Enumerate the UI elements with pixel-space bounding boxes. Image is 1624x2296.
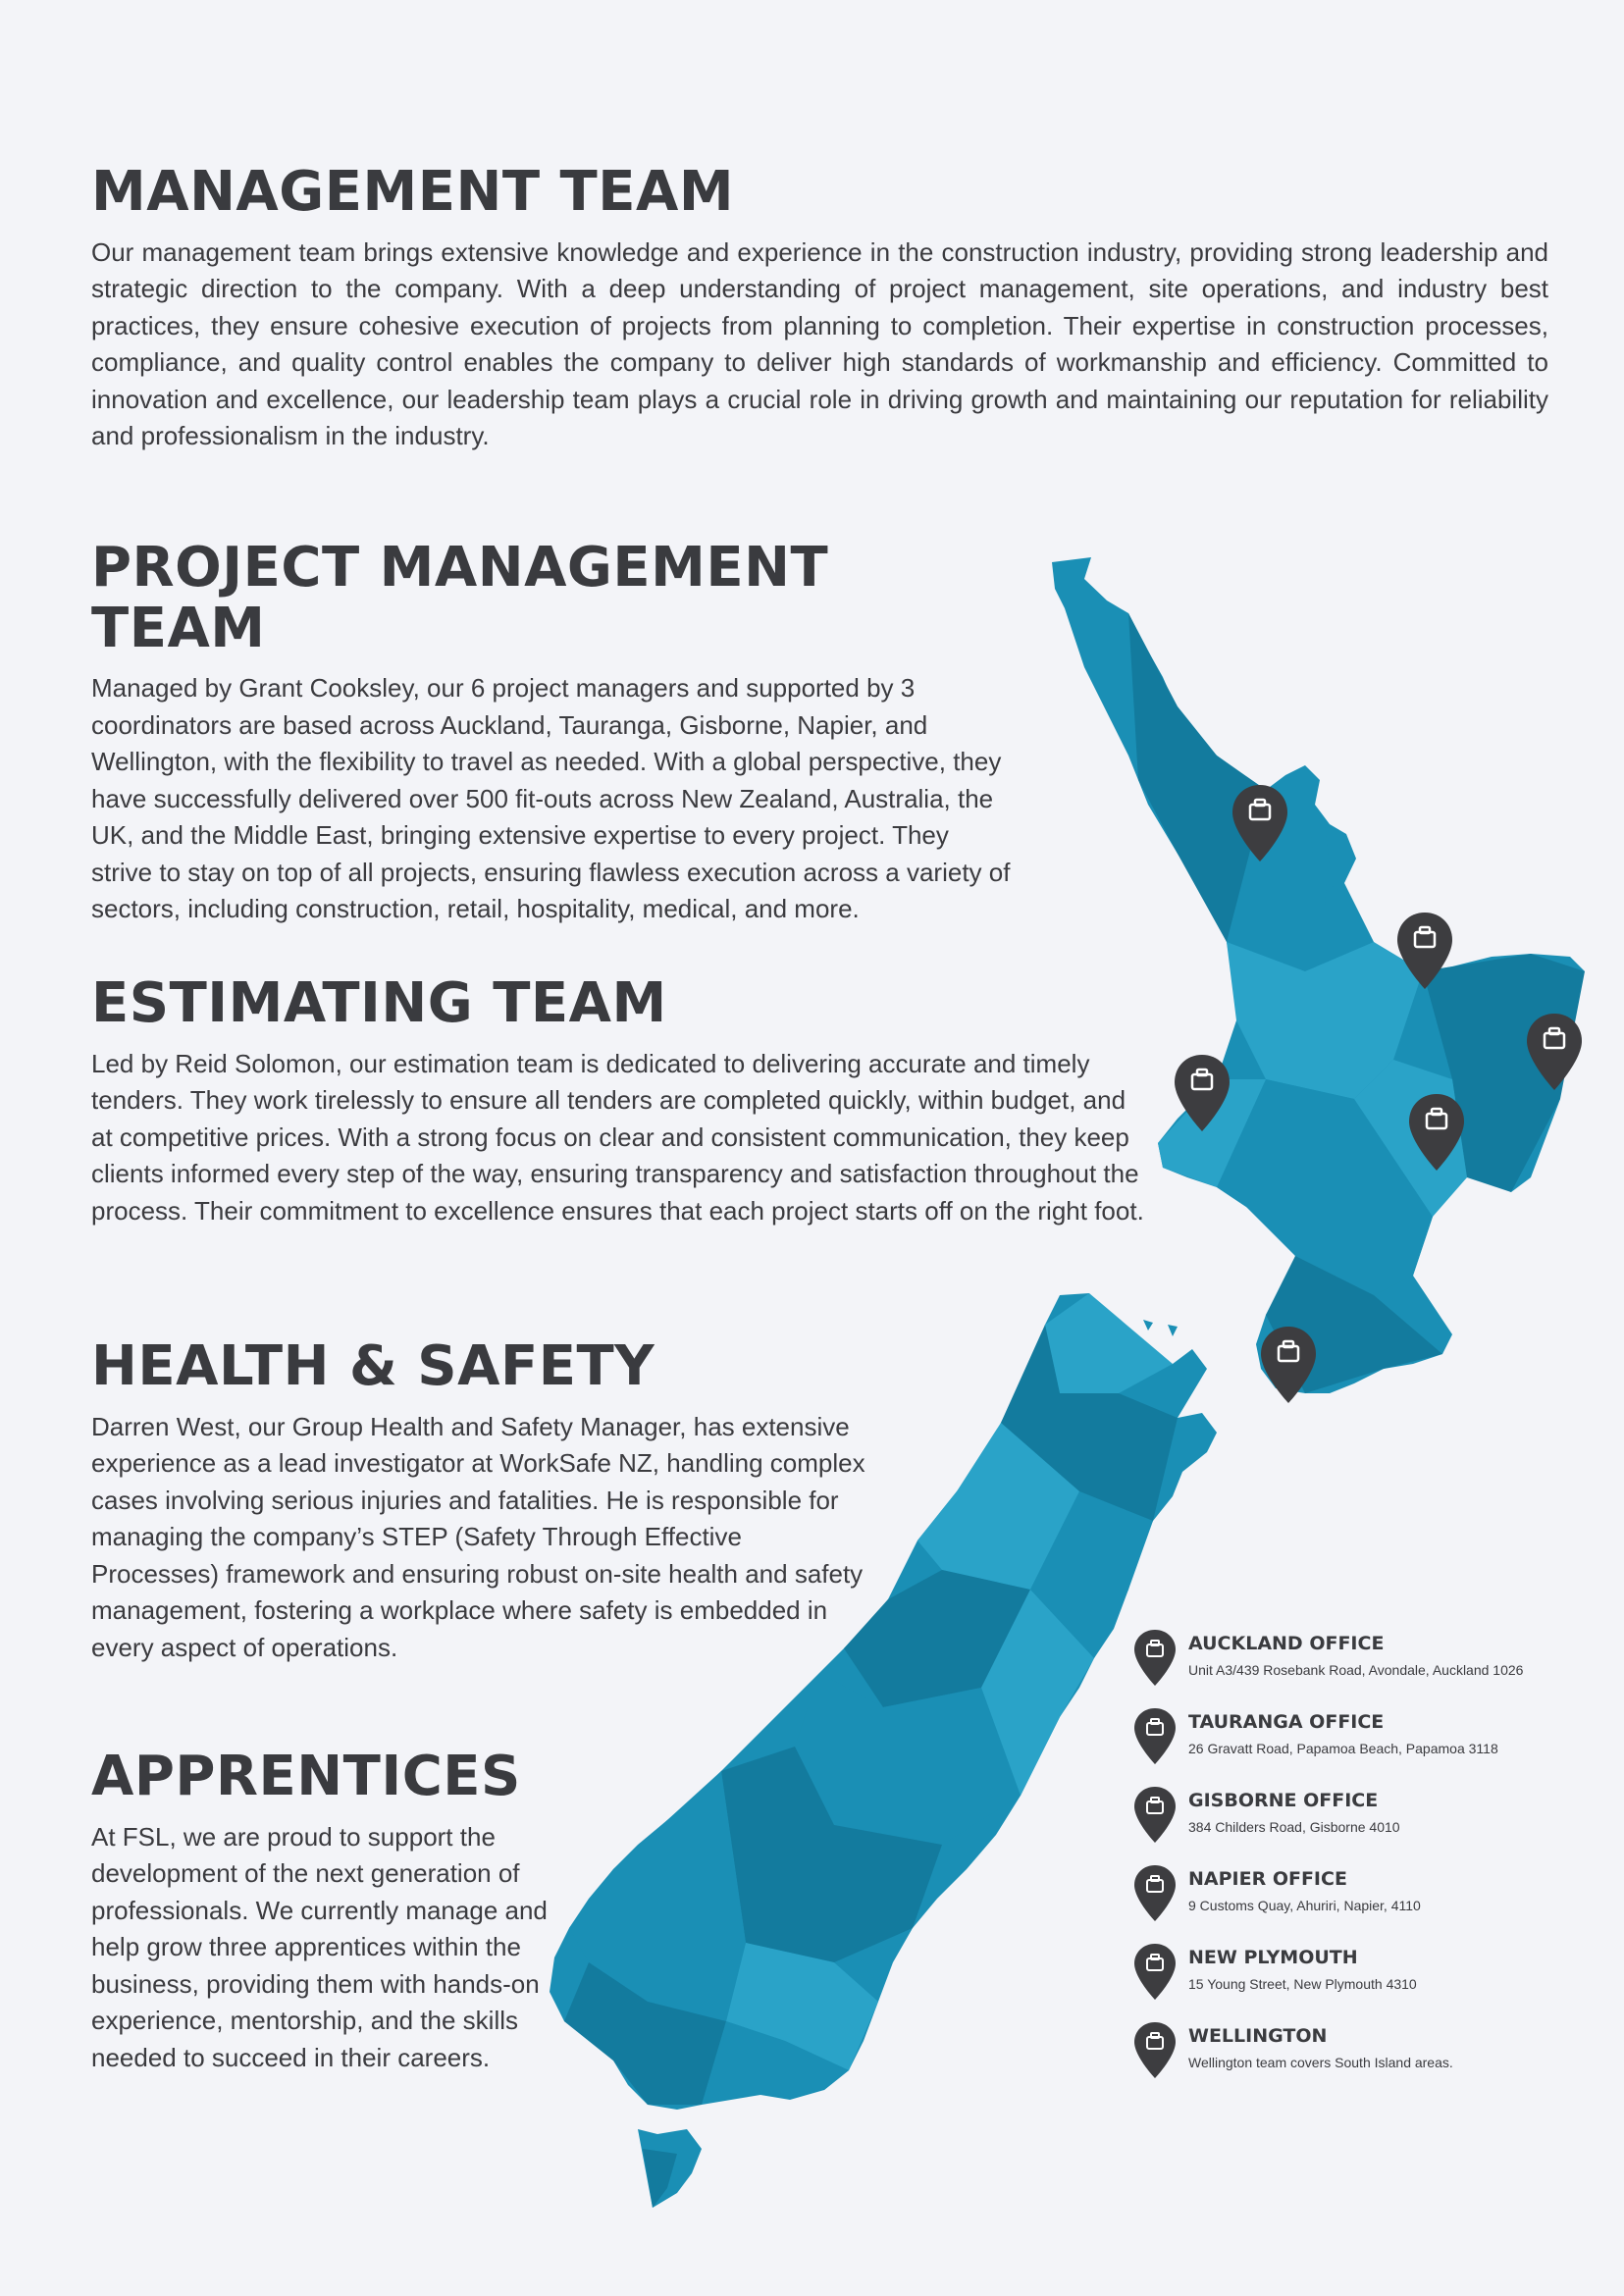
office-address: Wellington team covers South Island areas. [1188, 2055, 1453, 2070]
estimating-team-body: Led by Reid Solomon, our estimation team is dedicated to delivering accurate and timely tenders. They work tirelessly to ensure all tenders are completed quickly, within budget, and at competitive prices. With a strong focus on clear and consistent communication, they keep clients informed every step of the way, ensuring transparency and satisfaction throughout the process. Their commitment to excellence ensures that each project starts off on the right foot. [91, 1048, 1144, 1226]
management-team-heading: MANAGEMENT TEAM [91, 160, 735, 224]
map-pin-briefcase-icon [1133, 1786, 1177, 1845]
project-management-team-section [91, 538, 1014, 928]
office-item-new-plymouth [1133, 1943, 1565, 2021]
map-pin-briefcase-icon [1133, 1864, 1177, 1923]
estimating-team-heading: ESTIMATING TEAM [91, 971, 667, 1035]
office-item-tauranga [1133, 1707, 1565, 1786]
office-name: TAURANGA OFFICE [1188, 1711, 1385, 1733]
office-item-napier [1133, 1864, 1565, 1943]
management-team-section [91, 162, 1548, 455]
office-item-auckland [1133, 1629, 1565, 1707]
office-name: NEW PLYMOUTH [1188, 1947, 1358, 1968]
apprentices-heading: APPRENTICES [91, 1745, 521, 1808]
map-pin-briefcase-icon [1133, 1943, 1177, 2002]
office-name: AUCKLAND OFFICE [1188, 1633, 1385, 1654]
apprentices-body: At FSL, we are proud to support the development of the next generation of professionals. We currently manage and help grow three apprentices within the business, providing them with hands-on experience, mentorship, and the skills needed to succeed in their careers. [91, 1821, 548, 2072]
office-name: GISBORNE OFFICE [1188, 1790, 1379, 1811]
project-management-team-heading: PROJECT MANAGEMENT TEAM [91, 536, 829, 660]
apprentices-section [91, 1747, 582, 2076]
map-pin-briefcase-icon [1133, 2021, 1177, 2080]
office-address: 15 Young Street, New Plymouth 4310 [1188, 1976, 1417, 1992]
office-name: WELLINGTON [1188, 2025, 1328, 2047]
office-address: Unit A3/439 Rosebank Road, Avondale, Auckland 1026 [1188, 1662, 1524, 1678]
office-item-wellington [1133, 2021, 1565, 2100]
management-team-body: Our management team brings extensive knowledge and experience in the construction industry, providing strong leadership and strategic direction to the company. With a deep understanding of project management, site operations, and industry best practices, they ensure cohesive execution of projects from planning to completion. Their expertise in construction processes, compliance, and quality control enables the company to deliver high standards of workmanship and efficiency. Committed to innovation and excellence, our leadership team plays a crucial role in driving growth and maintaining our reputation for reliability and professionalism in the industry. [91, 236, 1548, 451]
office-address: 9 Customs Quay, Ahuriri, Napier, 4110 [1188, 1898, 1421, 1913]
office-name: NAPIER OFFICE [1188, 1868, 1347, 1890]
project-management-team-body: Managed by Grant Cooksley, our 6 project managers and supported by 3 coordinators are based across Auckland, Tauranga, Gisborne, Napier, and Wellington, with the flexibility to travel as needed. With a global perspective, they have successfully delivered over 500 fit-outs across New Zealand, Australia, the UK, and the Middle East, bringing extensive expertise to every project. They strive to stay on top of all projects, ensuring flawless execution across a variety of sectors, including construction, retail, hospitality, medical, and more. [91, 673, 1011, 924]
office-item-gisborne [1133, 1786, 1565, 1864]
office-list [1133, 1629, 1565, 2100]
estimating-team-section [91, 973, 1151, 1229]
office-address: 26 Gravatt Road, Papamoa Beach, Papamoa 3118 [1188, 1741, 1498, 1756]
map-pin-briefcase-icon [1133, 1707, 1177, 1766]
health-safety-body: Darren West, our Group Health and Safety Manager, has extensive experience as a lead investigator at WorkSafe NZ, handling complex cases involving serious injuries and fatalities. He is responsible for managing the company’s STEP (Safety Through Effective Processes) framework and ensuring robust on-site health and safety management, fostering a workplace where safety is embedded in every aspect of operations. [91, 1411, 865, 1662]
health-safety-heading: HEALTH & SAFETY [91, 1334, 655, 1398]
map-pin-briefcase-icon [1133, 1629, 1177, 1688]
office-address: 384 Childers Road, Gisborne 4010 [1188, 1819, 1400, 1835]
health-safety-section [91, 1336, 866, 1666]
